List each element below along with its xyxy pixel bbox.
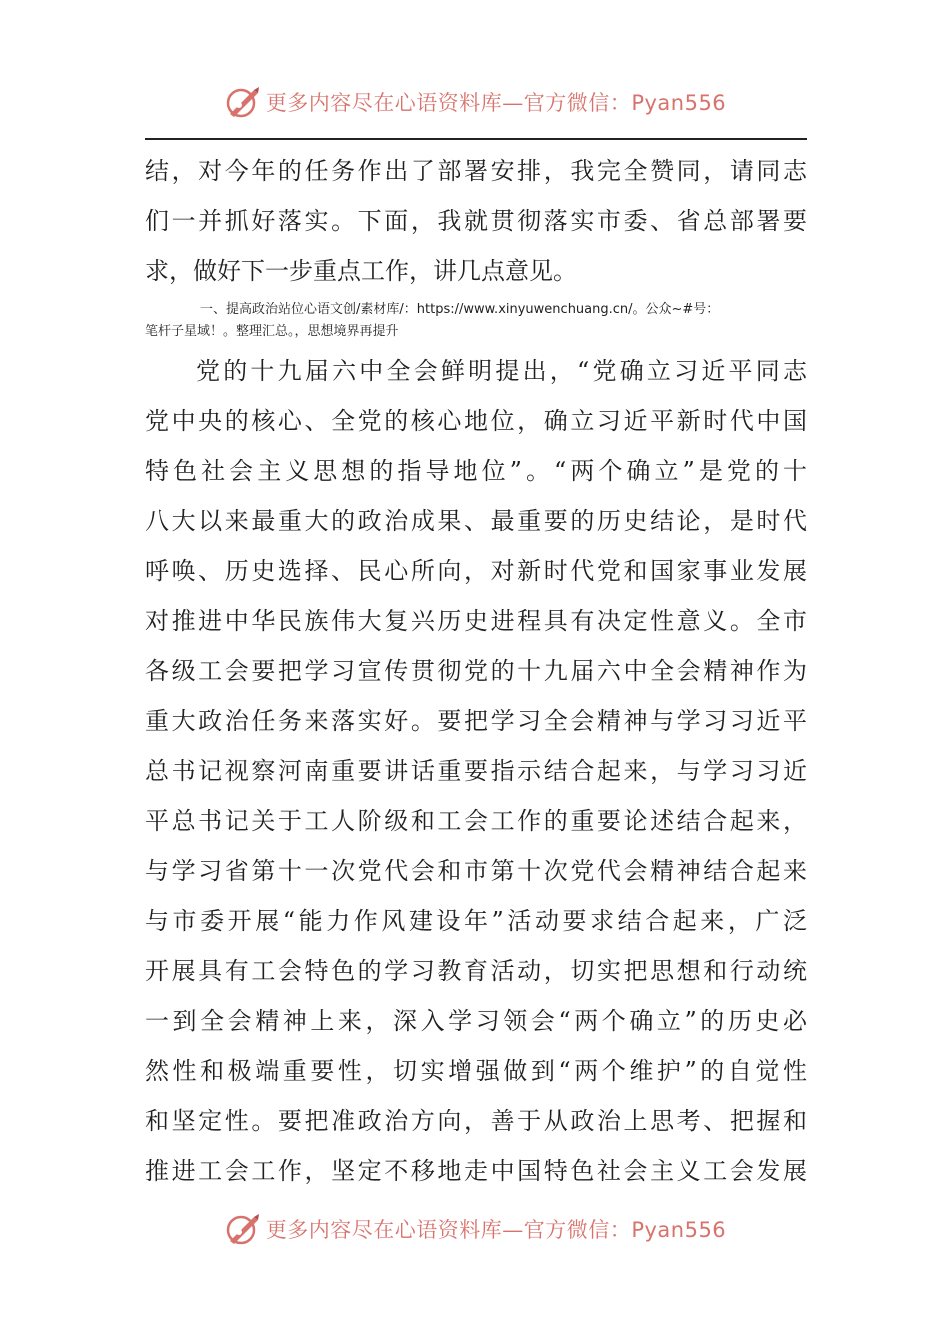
text-line: 然性和极端重要性，切实增强做到“两个维护”的自觉性 bbox=[145, 1057, 807, 1085]
text-line: 呼唤、历史选择、民心所向，对新时代党和国家事业发展 bbox=[145, 557, 807, 585]
header-banner-text: 更多内容尽在心语资料库—官方微信：Pyan556 bbox=[265, 91, 727, 115]
section-heading: 一、提高政治站位心语文创/素材库/：https://www.xinyuwenchuang.cn/。公众~#号： bbox=[200, 302, 720, 317]
text-line: 一到全会精神上来，深入学习领会“两个确立”的历史必 bbox=[145, 1007, 807, 1035]
text-line: 推进工会工作，坚定不移地走中国特色社会主义工会发展 bbox=[145, 1157, 807, 1185]
footer-banner-text: 更多内容尽在心语资料库—官方微信：Pyan556 bbox=[265, 1218, 727, 1242]
text-line: 各级工会要把学习宣传贯彻党的十九届六中全会精神作为 bbox=[145, 657, 807, 685]
text-line: 结，对今年的任务作出了部署安排，我完全赞同，请同志 bbox=[145, 157, 807, 185]
text-line: 党中央的核心、全党的核心地位，确立习近平新时代中国 bbox=[145, 407, 807, 435]
text-line: 特色社会主义思想的指导地位”。“两个确立”是党的十 bbox=[145, 457, 807, 485]
text-line: 党的十九届六中全会鲜明提出，“党确立习近平同志 bbox=[196, 357, 807, 385]
section-heading-cont: 笔杆子星域！。整理汇总。，思想境界再提升 bbox=[145, 324, 399, 339]
text-line: 平总书记关于工人阶级和工会工作的重要论述结合起来， bbox=[145, 807, 807, 835]
footer-banner bbox=[0, 1209, 950, 1249]
text-line: 和坚定性。要把准政治方向，善于从政治上思考、把握和 bbox=[145, 1107, 807, 1135]
text-line: 求，做好下一步重点工作，讲几点意见。 bbox=[145, 257, 577, 285]
text-line: 八大以来最重大的政治成果、最重要的历史结论，是时代 bbox=[145, 507, 807, 535]
text-line: 开展具有工会特色的学习教育活动，切实把思想和行动统 bbox=[145, 957, 807, 985]
text-line: 总书记视察河南重要讲话重要指示结合起来，与学习习近 bbox=[145, 757, 807, 785]
header-banner bbox=[0, 82, 950, 122]
text-line: 们一并抓好落实。下面，我就贯彻落实市委、省总部署要 bbox=[145, 207, 807, 235]
text-line: 重大政治任务来落实好。要把学习全会精神与学习习近平 bbox=[145, 707, 807, 735]
pen-logo-icon bbox=[224, 1211, 262, 1247]
text-line: 对推进中华民族伟大复兴历史进程具有决定性意义。全市 bbox=[145, 607, 807, 635]
text-line: 与学习省第十一次党代会和市第十次党代会精神结合起来 bbox=[145, 857, 807, 885]
header-divider bbox=[145, 138, 807, 140]
text-line: 与市委开展“能力作风建设年”活动要求结合起来，广泛 bbox=[145, 907, 807, 935]
pen-logo-icon bbox=[224, 84, 262, 120]
